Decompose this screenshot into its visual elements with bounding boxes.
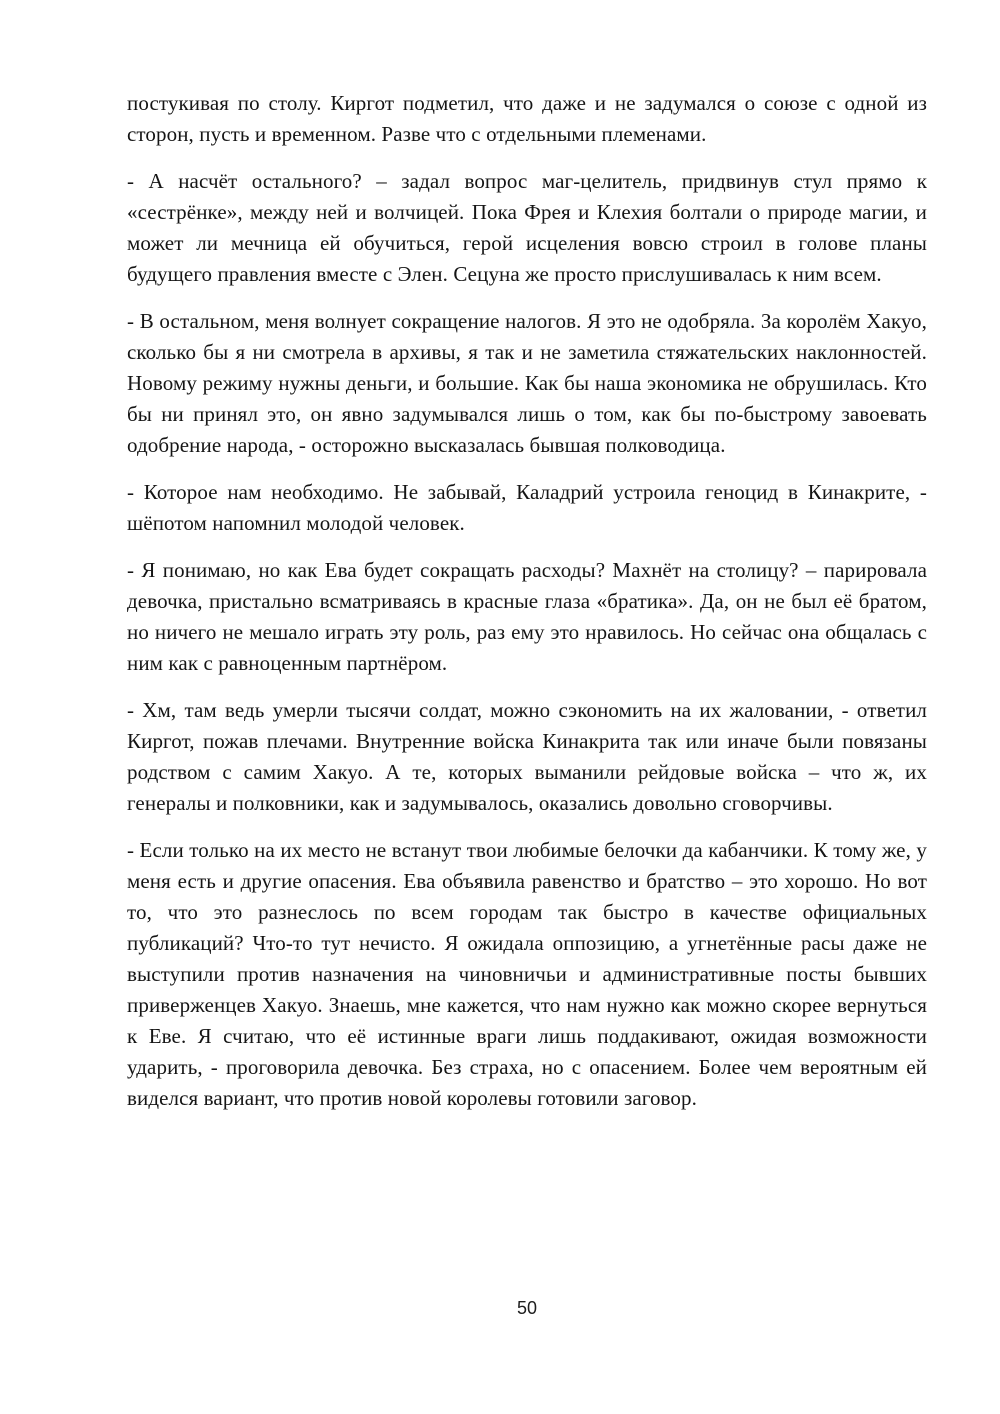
text-block bbox=[127, 88, 927, 1114]
page-number: 50 bbox=[516, 1298, 538, 1318]
paragraph: - Я понимаю, но как Ева будет сокращать расходы? Махнёт на столицу? – парировала девочка, пристально всматриваясь в красные глаза «братика». Да, он не был её братом, но ничего не мешало играть эту роль, раз ему это нравилось. Но сейчас она общалась с ним как с равноценным партнёром. bbox=[127, 558, 927, 675]
paragraph: - Если только на их место не встанут твои любимые белочки да кабанчики. К тому же, у меня есть и другие опасения. Ева объявила равенство и братство – это хорошо. Но вот то, что это разнеслось по всем городам так быстро в качестве официальных публикаций? Что-то тут нечисто. Я ожидала оппозицию, а угнетённые расы даже не выступили против назначения на чиновничьи и административные посты бывших приверженцев Хакуо. Знаешь, мне кажется, что нам нужно как можно скорее вернуться к Еве. Я считаю, что её истинные враги лишь поддакивают, ожидая возможности ударить, - проговорила девочка. Без страха, но с опасением. Более чем вероятным ей виделся вариант, что против новой королевы готовили заговор. bbox=[127, 838, 927, 1110]
paragraph: - Хм, там ведь умерли тысячи солдат, можно сэкономить на их жаловании, - ответил Киргот, пожав плечами. Внутренние войска Кинакрита так или иначе были повязаны родством с самим Хакуо. А те, которых выманили рейдовые войска – что ж, их генералы и полковники, как и задумывалось, оказались довольно сговорчивы. bbox=[127, 698, 927, 815]
paragraph: - А насчёт остального? – задал вопрос маг-целитель, придвинув стул прямо к «сестрёнке», между ней и волчицей. Пока Фрея и Клехия болтали о природе магии, и может ли мечница ей обучиться, герой исцеления вовсю строил в голове планы будущего правления вместе с Элен. Сецуна же просто прислушивалась к ним всем. bbox=[127, 169, 927, 286]
page-footer bbox=[127, 1298, 927, 1319]
paragraph: постукивая по столу. Киргот подметил, что даже и не задумался о союзе с одной из сторон, пусть и временном. Разве что с отдельными племенами. bbox=[127, 91, 927, 146]
paragraph: - Которое нам необходимо. Не забывай, Каладрий устроила геноцид в Кинакрите, - шёпотом напомнил молодой человек. bbox=[127, 480, 927, 535]
paragraph: - В остальном, меня волнует сокращение налогов. Я это не одобряла. За королём Хакуо, сколько бы я ни смотрела в архивы, я так и не заметила стяжательских наклонностей. Новому режиму нужны деньги, и большие. Как бы наша экономика не обрушилась. Кто бы ни принял это, он явно задумывался лишь о том, как бы по-быстрому завоевать одобрение народа, - осторожно высказалась бывшая полководица. bbox=[127, 309, 927, 457]
